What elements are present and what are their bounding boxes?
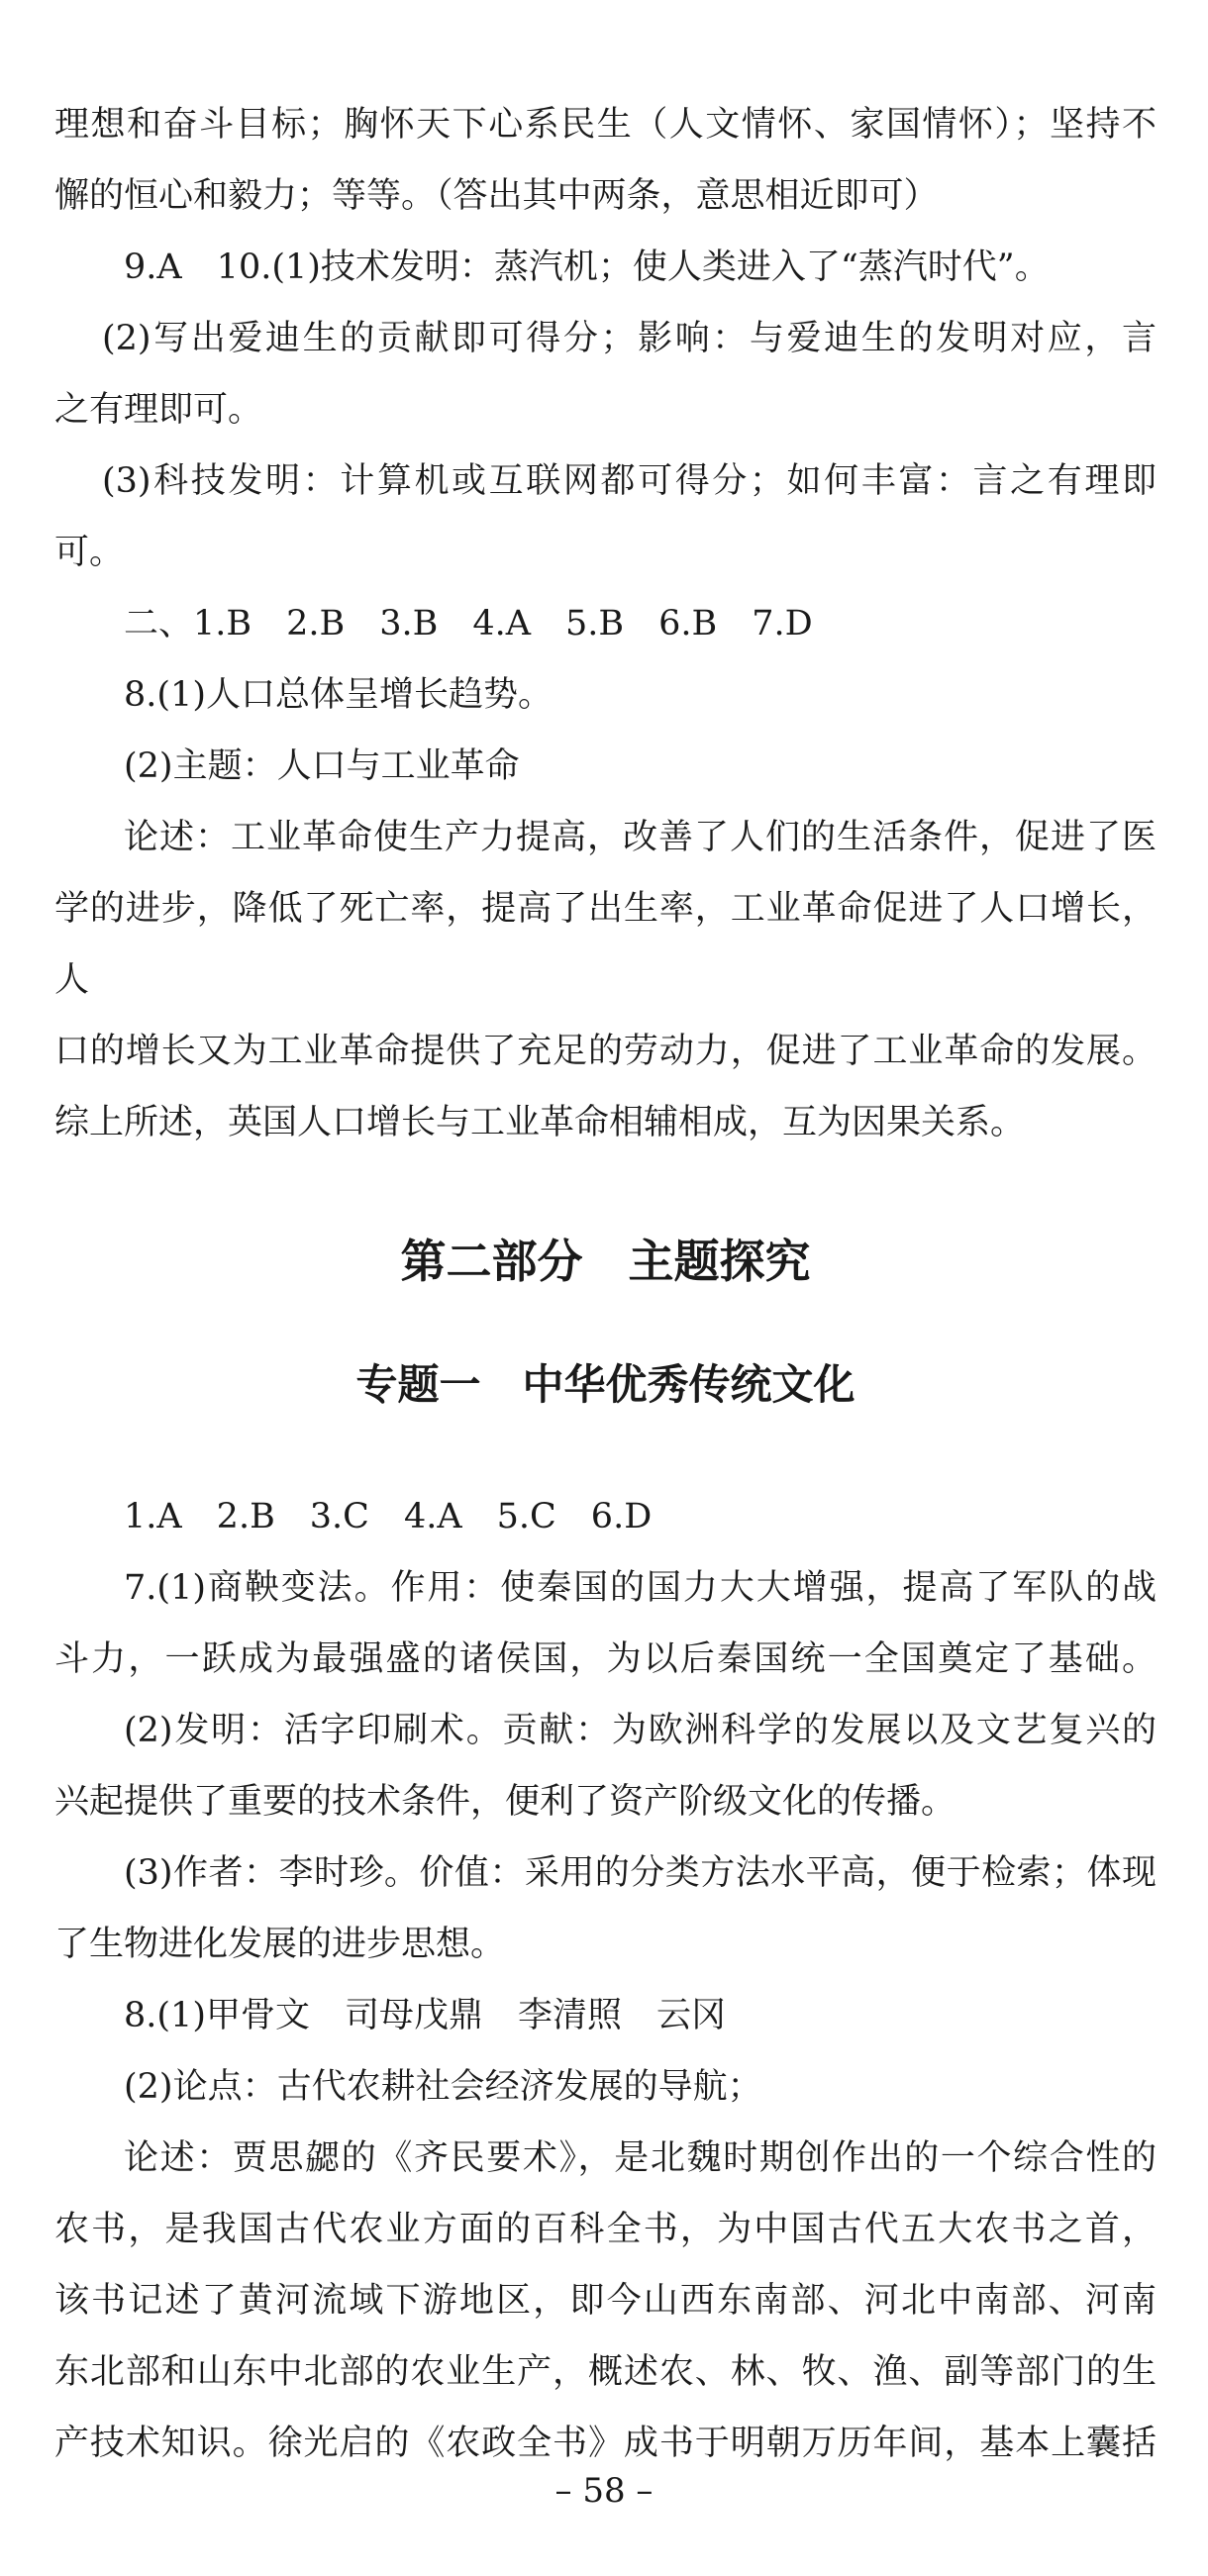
text-line: 论述：贾思勰的《齐民要术》，是北魏时期创作出的一个综合性的 [124,2138,1157,2178]
text-line: 综上所述，英国人口增长与工业革命相辅相成，互为因果关系。 [54,1103,1026,1142]
part-title: 第二部分 主题探究 [400,1235,811,1288]
text-line: 东北部和山东中北部的农业生产，概述农、林、牧、渔、副等部门的生 [54,2352,1157,2392]
text-line: (2)写出爱迪生的贡献即可得分；影响：与爱迪生的发明对应，言 [102,319,1157,358]
text-line: 学的进步，降低了死亡率，提高了出生率，工业革命促进了人口增长，人 [54,889,1157,1000]
text-line: 农书，是我国古代农业方面的百科全书，为中国古代五大农书之首， [54,2210,1157,2249]
text-line: 了生物进化发展的进步思想。 [54,1925,506,1964]
text-line: 二、1.B 2.B 3.B 4.A 5.B 6.B 7.D [124,604,813,644]
text-line: 1.A 2.B 3.C 4.A 5.C 6.D [124,1497,653,1536]
text-line: 口的增长又为工业革命提供了充足的劳动力，促进了工业革命的发展。 [54,1032,1157,1071]
text-line: 懈的恒心和毅力；等等。（答出其中两条，意思相近即可） [54,176,939,216]
text-line: 8.(1)人口总体呈增长趋势。 [124,675,553,715]
text-line: 兴起提供了重要的技术条件，便利了资产阶级文化的传播。 [54,1782,956,1822]
text-line: (2)主题：人口与工业革命 [124,746,520,786]
text-line: 产技术知识。徐光启的《农政全书》成书于明朝万历年间，基本上囊括 [54,2424,1157,2463]
text-line: 9.A 10.(1)技术发明：蒸汽机；使人类进入了“蒸汽时代”。 [124,248,1050,287]
page-number: – 58 – [554,2471,654,2511]
text-line: 该书记述了黄河流域下游地区，即今山西东南部、河北中南部、河南 [54,2281,1157,2321]
topic-title: 专题一 中华优秀传统文化 [355,1360,856,1409]
text-line: (2)论点：古代农耕社会经济发展的导航； [124,2067,762,2107]
text-line: 8.(1)甲骨文 司母戊鼎 李清照 云冈 [124,1996,726,2035]
text-line: 论述：工业革命使生产力提高，改善了人们的生活条件，促进了医 [124,818,1157,857]
text-line: 理想和奋斗目标；胸怀天下心系民生（人文情怀、家国情怀）；坚持不 [54,105,1157,145]
answer-content [54,89,1157,2479]
text-line: 斗力，一跃成为最强盛的诸侯国，为以后秦国统一全国奠定了基础。 [54,1639,1157,1679]
text-line: 7.(1)商鞅变法。作用：使秦国的国力大大增强，提高了军队的战 [124,1568,1157,1608]
text-line: 可。 [54,533,125,572]
answers-topic-one [54,1481,1157,2479]
text-line: 之有理即可。 [54,390,263,430]
text-line: (3)作者：李时珍。价值：采用的分类方法水平高，便于检索；体现 [124,1853,1157,1893]
answers-part-one [54,89,1157,1158]
text-line: (3)科技发明：计算机或互联网都可得分；如何丰富：言之有理即 [102,461,1157,501]
text-line: (2)发明：活字印刷术。贡献：为欧洲科学的发展以及文艺复兴的 [124,1711,1157,1750]
